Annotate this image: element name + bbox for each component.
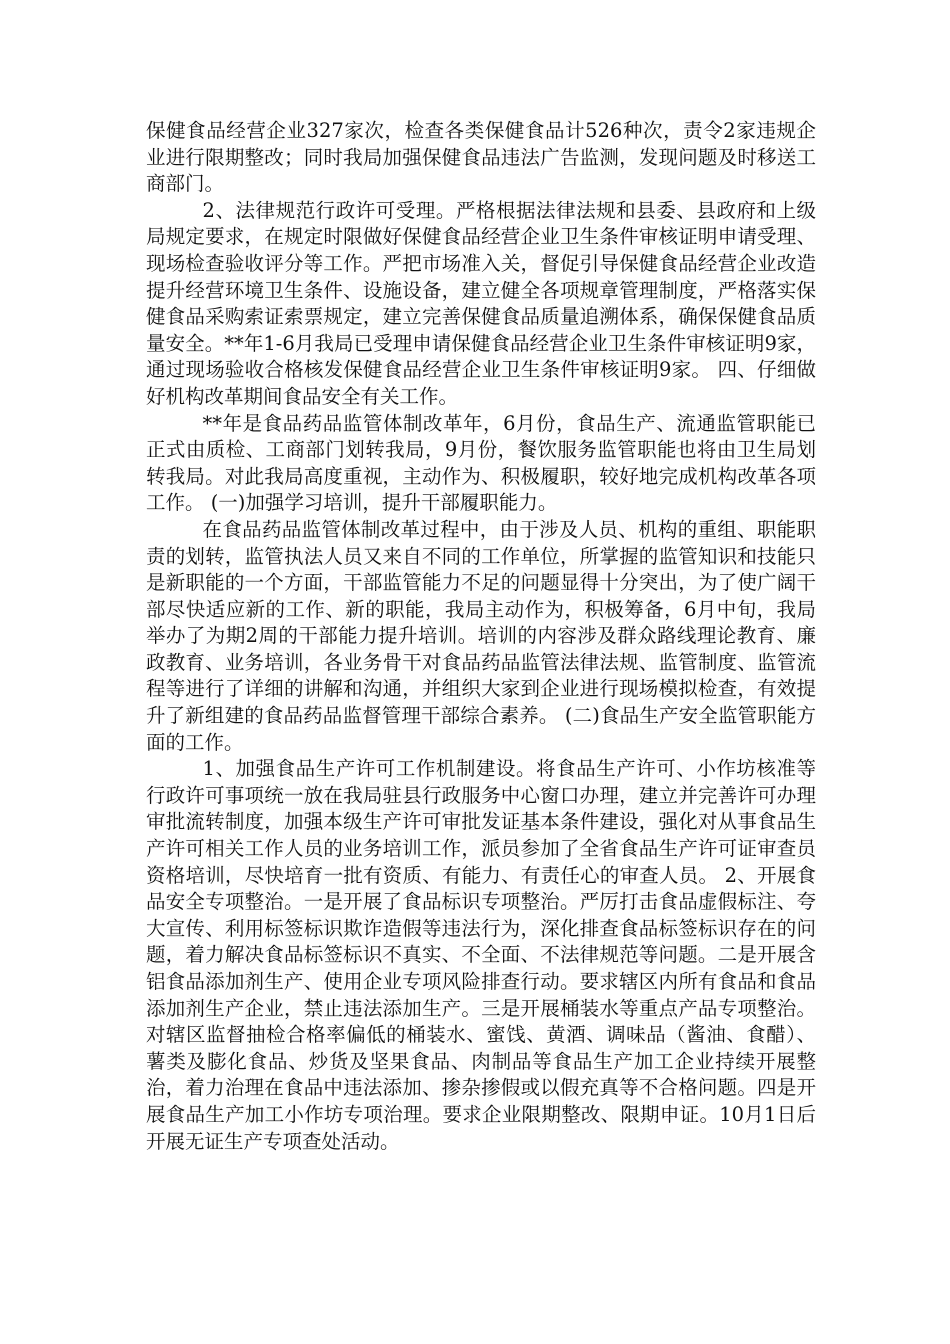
paragraph-3: **年是食品药品监管体制改革年，6月份，食品生产、流通监管职能已正式由质检、工商部门划转我局，9月份，餐饮服务监管职能也将由卫生局划转我局。对此我局高度重视，主动作为、积极履职，较好地完成机构改革各项工作。 (一)加强学习培训，提升干部履职能力。 [146,411,816,515]
paragraph-4: 在食品药品监管体制改革过程中，由于涉及人员、机构的重组、职能职责的划转，监管执法人员又来自不同的工作单位，所掌握的监管知识和技能只是新职能的一个方面，干部监管能力不足的问题显得十分突出，为了使广阔干部尽快适应新的工作、新的职能，我局主动作为，积极筹备，6月中旬，我局举办了为期2周的干部能力提升培训。培训的内容涉及群众路线理论教育、廉政教育、业务培训，各业务骨干对食品药品监管法律法规、监管制度、监管流程等进行了详细的讲解和沟通，并组织大家到企业进行现场模拟检查，有效提升了新组建的食品药品监督管理干部综合素养。 (二)食品生产安全监管职能方面的工作。 [146,517,816,754]
paragraph-1: 保健食品经营企业327家次，检查各类保健食品计526种次，责令2家违规企业进行限期整改；同时我局加强保健食品违法广告监测，发现问题及时移送工商部门。 [146,119,816,196]
paragraph-2: 2、法律规范行政许可受理。严格根据法律法规和县委、县政府和上级局规定要求，在规定时限做好保健食品经营企业卫生条件审核证明申请受理、现场检查验收评分等工作。严把市场准入关，督促引导保健食品经营企业改造提升经营环境卫生条件、设施设备，建立健全各项规章管理制度，严格落实保健食品采购索证索票规定，建立完善保健食品质量追溯体系，确保保健食品质量安全。**年1-6月我局已受理申请保健食品经营企业卫生条件审核证明9家，通过现场验收合格核发保健食品经营企业卫生条件审核证明9家。 四、仔细做好机构改革期间食品安全有关工作。 [146,198,816,408]
paragraph-5: 1、加强食品生产许可工作机制建设。将食品生产许可、小作坊核准等行政许可事项统一放在我局驻县行政服务中心窗口办理，建立并完善许可办理审批流转制度，加强本级生产许可审批发证基本条件建设，强化对从事食品生产许可相关工作人员的业务培训工作，派员参加了全省食品生产许可证审查员资格培训，尽快培育一批有资质、有能力、有责任心的审查人员。 2、开展食品安全专项整治。一是开展了食品标识专项整治。严厉打击食品虚假标注、夸大宣传、利用标签标识欺诈造假等违法行为，深化排查食品标签标识存在的问题，着力解决食品标签标识不真实、不全面、不法律规范等问题。二是开展含铝食品添加剂生产、使用企业专项风险排查行动。要求辖区内所有食品和食品添加剂生产企业，禁止违法添加生产。三是开展桶装水等重点产品专项整治。对辖区监督抽检合格率偏低的桶装水、蜜饯、黄酒、调味品（酱油、食醋）、薯类及膨化食品、炒货及坚果食品、肉制品等食品生产加工企业持续开展整治，着力治理在食品中违法添加、掺杂掺假或以假充真等不合格问题。四是开展食品生产加工小作坊专项治理。要求企业限期整改、限期申证。10月1日后开展无证生产专项查处活动。 [146,757,816,1153]
document-body [146,118,816,1155]
